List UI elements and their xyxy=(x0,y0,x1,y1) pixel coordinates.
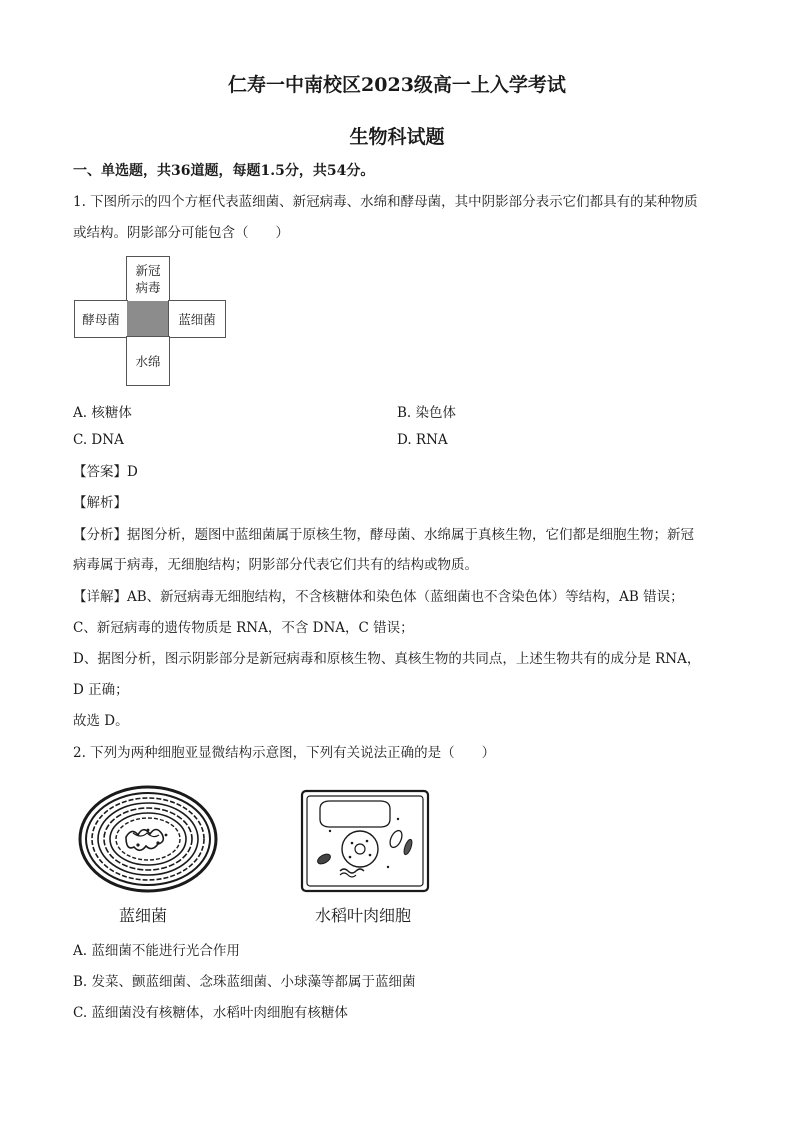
q2-option-b: B. 发菜、颤蓝细菌、念珠蓝细菌、小球藻等都属于蓝细菌 xyxy=(73,974,416,990)
caption-cyanobacteria: 蓝细菌 xyxy=(119,906,168,925)
q1-analysis-line: D、据图分析，图示阴影部分是新冠病毒和原核生物、真核生物的共同点，上述生物共有的成分是 RNA， xyxy=(73,651,701,667)
q1-analysis-label: 【解析】 xyxy=(73,495,127,511)
q1-answer: 【答案】D xyxy=(73,464,138,480)
caption-rice-mesophyll-cell: 水稻叶肉细胞 xyxy=(315,906,412,925)
q1-option-d: D. RNA xyxy=(397,432,448,448)
box-cyanobacteria: 蓝细菌 xyxy=(168,300,226,338)
q2-option-a: A. 蓝细菌不能进行光合作用 xyxy=(73,943,240,959)
q2-option-c: C. 蓝细菌没有核糖体，水稻叶肉细胞有核糖体 xyxy=(73,1005,348,1021)
q1-option-b: B. 染色体 xyxy=(397,405,457,421)
shaded-overlap xyxy=(127,301,168,336)
q1-analysis-line: 故选 D。 xyxy=(73,713,129,729)
page-subtitle: 生物科试题 xyxy=(349,126,445,148)
q1-stem-line2: 或结构。阴影部分可能包含（ ） xyxy=(73,225,289,241)
box-covid-virus: 新冠 病毒 xyxy=(126,256,170,302)
q1-analysis-line: D 正确； xyxy=(73,682,129,698)
q1-analysis-line: C、新冠病毒的遗传物质是 RNA，不含 DNA，C 错误； xyxy=(73,620,414,636)
section-heading: 一、单选题，共36道题，每题1.5分，共54分。 xyxy=(73,163,375,179)
q1-cross-diagram xyxy=(74,256,226,386)
q1-analysis-line: 病毒属于病毒，无细胞结构；阴影部分代表它们共有的结构或物质。 xyxy=(73,557,478,573)
q2-stem: 2. 下列为两种细胞亚显微结构示意图，下列有关说法正确的是（ ） xyxy=(73,745,496,761)
box-spirogyra: 水绵 xyxy=(126,336,170,386)
rice-mesophyll-cell-figure xyxy=(300,789,430,893)
box-yeast: 酵母菌 xyxy=(74,300,128,338)
q1-option-c: C. DNA xyxy=(73,432,124,448)
page-title: 仁寿一中南校区2023级高一上入学考试 xyxy=(228,74,566,96)
q1-stem-line1: 1. 下图所示的四个方框代表蓝细菌、新冠病毒、水绵和酵母菌，其中阴影部分表示它们都具有的某种物质 xyxy=(73,194,698,210)
q1-analysis-line: 【分析】据图分析，题图中蓝细菌属于原核生物，酵母菌、水绵属于真核生物，它们都是细胞生物；新冠 xyxy=(73,527,694,543)
cyanobacteria-figure xyxy=(78,785,218,893)
q1-analysis-line: 【详解】AB、新冠病毒无细胞结构，不含核糖体和染色体（蓝细菌也不含染色体）等结构，AB 错误； xyxy=(73,589,684,605)
q1-option-a: A. 核糖体 xyxy=(73,405,132,421)
